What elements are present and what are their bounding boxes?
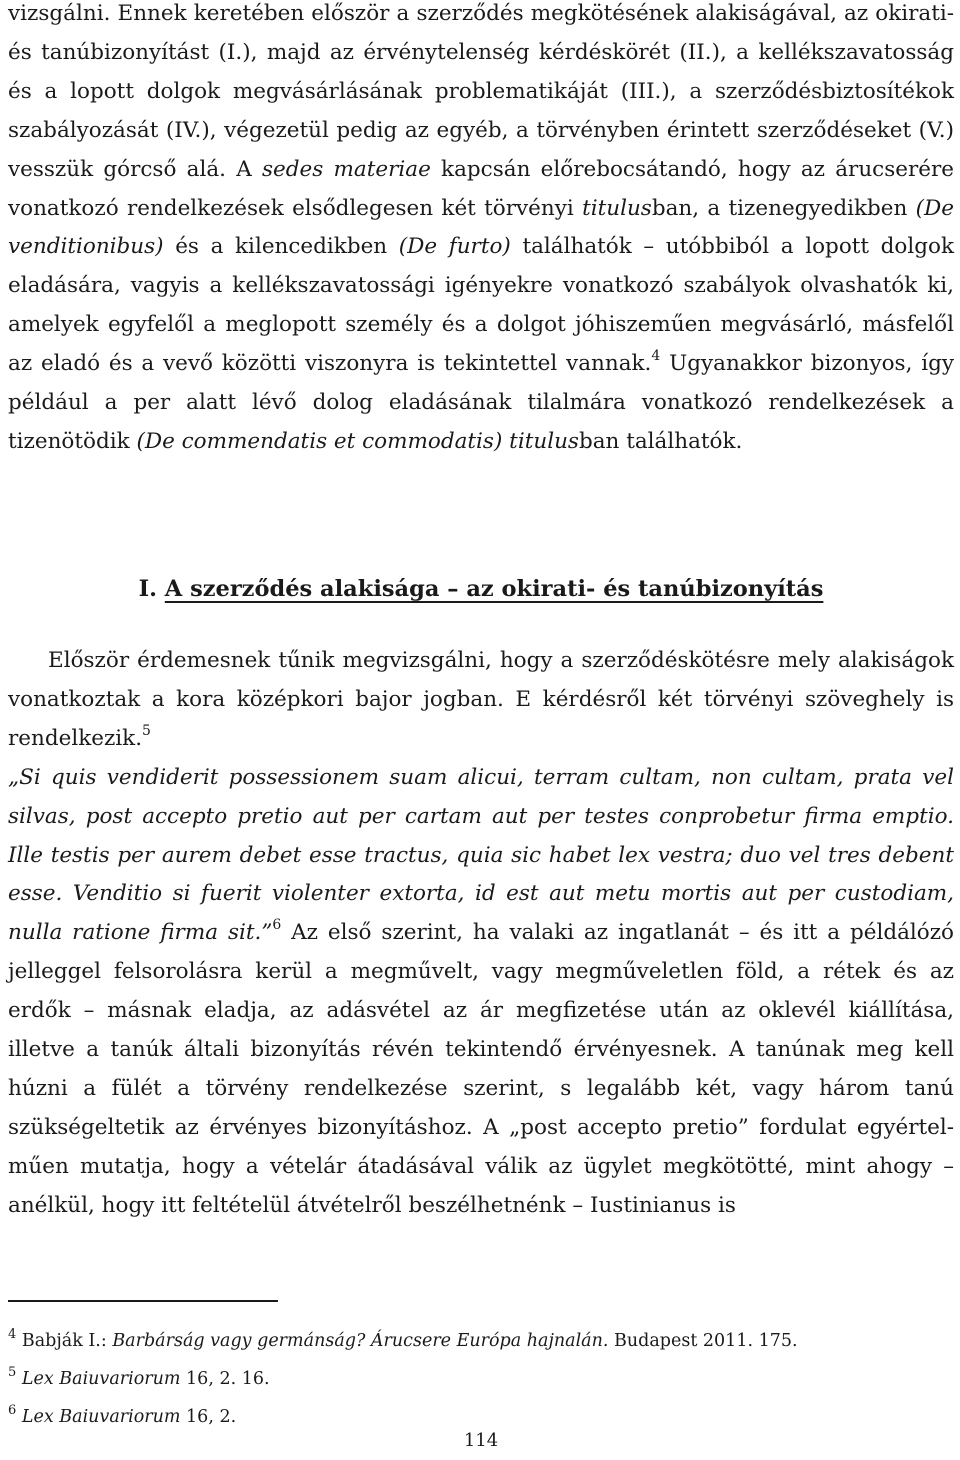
footnote-text: 16, 2. <box>180 1407 237 1427</box>
footnote-number: 5 <box>8 1365 17 1381</box>
text-run: ban, a tizenegyedikben <box>651 195 916 221</box>
body-paragraph-section <box>8 642 954 1226</box>
footnote-number: 4 <box>8 1327 17 1343</box>
footnote-ref[interactable]: 5 <box>142 722 151 739</box>
italic-term: titulus <box>582 195 652 221</box>
latin-quotation: „Si quis vendiderit possessionem suam alicui, terram cultam, non cultam, prata vel silvas, post accepto pretio aut per cartam aut per testes conprobetur firma emptio. Ille testis per aurem debet esse tractus, quia sic habet lex vestra; duo vel tres debent esse. Venditio si fuerit violenter extorta, id est aut metu mortis aut per custodiam, nulla ratione firma sit.” <box>8 764 954 946</box>
body-paragraph-intro <box>8 0 954 462</box>
text-run: kapcsán előrebocsátandó, hogy az árucserére vonatkozó rendelkezések elsődlegesen két törvényi <box>8 156 954 221</box>
text-run: vizsgálni. Ennek keretében először a szerződés megkötésének alakiságával, az okirati- és tanúbizonyítást (I.), majd az érvénytelenség kérdéskörét (II.), a kellékszavatosság és a lopott dolgok megvásárlásának problematikáját (III.), a szerződésbiztosítékok szabályozását (IV.), végezetül pedig az egyéb, a törvényben érintett szerződéseket (V.) vesszük górcső alá. A <box>8 1 954 182</box>
italic-term: (De commendatis et commodatis) titulus <box>136 428 579 454</box>
footnote <box>8 1322 954 1360</box>
footnote-ref[interactable]: 4 <box>651 348 661 364</box>
footnote-number: 6 <box>8 1403 17 1419</box>
page-number: 114 <box>463 1430 499 1451</box>
section-title: A szerződés alakisága – az okirati- és tanúbizonyítás <box>164 576 824 602</box>
text-run: és a kilencedikben <box>163 234 399 260</box>
footnote-separator <box>8 1300 278 1302</box>
text-run: Ugyanakkor bizonyos, így például a per alatt lévő dolog eladásának tilalmára vonatkozó rendelkezések a tizenötödik <box>8 351 954 454</box>
section-heading <box>8 576 954 602</box>
footnote-title: Lex Baiuvariorum <box>21 1407 181 1427</box>
text-run: találhatók – utóbbiból a lopott dolgok eladására, vagyis a kellékszavatossági igényekre vonatkozó szabályok olvashatók ki, amelyek egyfelől a meglopott személy és a dolgot jóhiszeműen megvásárló, másfelől az eladó és a vevő közötti viszonyra is tekintettel vannak. <box>8 234 954 377</box>
italic-term: sedes materiae <box>262 156 431 182</box>
footnote-text: Babják I.: <box>16 1331 113 1351</box>
text-run: ban találhatók. <box>578 428 743 454</box>
footnote-ref[interactable]: 6 <box>272 917 282 934</box>
footnote-text: Budapest 2011. 175. <box>608 1331 798 1351</box>
footnote <box>8 1360 954 1398</box>
italic-term: (De furto) <box>398 234 511 260</box>
italic-term: (De venditionibus) <box>8 195 954 260</box>
section-number: I. <box>138 576 157 602</box>
footnote-title: Lex Baiuvariorum <box>21 1369 181 1389</box>
footnote-text: 16, 2. 16. <box>180 1369 270 1389</box>
text-run: Először érdemesnek tűnik megvizsgálni, hogy a szerződéskötésre mely alakiságok vonatkoztak a kora középkori bajor jogban. E kérdésről két törvényi szöveghely is rendelkezik. <box>8 648 954 751</box>
footnotes <box>8 1322 954 1436</box>
text-run: Az első szerint, ha valaki az ingatlanát – és itt a példálózó jelleggel felsorolásra kerül a megművelt, vagy megműveletlen föld, a rétek és az erdők – másnak eladja, az adásvétel az ár megfizetése után az oklevél kiállítása, illetve a tanúk általi bizonyítás révén tekintendő érvényesnek. A tanúnak meg kell húzni a fülét a törvény rendelkezése szerint, s legalább két, vagy három tanú szükségeltetik az érvényes bizonyításhoz. A „post accepto pretio” fordulat egyértelműen mutatja, hogy a vételár átadásával válik az ügylet megkötötté, mint ahogy – anélkül, hogy itt feltételül átvételről beszélhetnénk – Iustinianus is <box>8 920 954 1218</box>
footnote-title: Barbárság vagy germánság? Árucsere Európa hajnalán. <box>112 1331 609 1351</box>
